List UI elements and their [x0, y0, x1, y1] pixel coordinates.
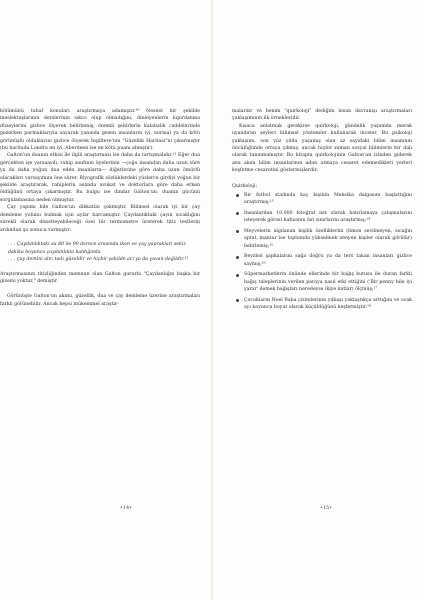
list-item-text: Çocukların Noel Baba çizimlerinin yılbaşı yaklaştıkça arttığını ve ocak ayı boyunca boyut olarak küçüldüğünü keşfetmiştir.¹⁸: [244, 297, 412, 311]
page-number-right: •15•: [319, 505, 333, 511]
list-item: [232, 253, 412, 268]
bullet-icon: [236, 256, 239, 259]
right-page-text: [232, 108, 412, 175]
quote-line: . . . Çaydanlıktaki su 80 ile 90 derece arasında iken ve çay yaprakları sekiz dakika boyunca çaydanlıkta kaldığında: [8, 242, 186, 255]
bullet-icon: [236, 299, 239, 302]
page-number-left: •14•: [119, 505, 133, 511]
block-quote: [8, 241, 200, 263]
list-label: Quirkoloji;: [232, 183, 258, 189]
paragraph: Çay yapımı bile Galton'un dikkatini çekmiştir. Bilimsel olarak iyi bir çay demleme yolunu bulmak için aylar harcamıştır. Çaydanlıktaki çayın sıcaklığını sürekli olarak denetleyebileceği özel bir termometre üreterek titiz testlerin ardından şu sonuca varmıştır:: [0, 205, 200, 233]
left-page-text: [0, 108, 200, 234]
paragraph: Galton'un duanın etkisi ile ilgili araştırması ise daha da tartışmalıdır.¹¹ Eğer dua gerçekten işe yarasaydı, rahip sınıfının üyelerinin —çoğu insandan daha uzun süre ya da daha yoğun dua eden insanların— diğerlerine göre daha uzun ömürlü olacakları varsayımını öne sürer. Biyografik sözlüklerdeki yüzlerce girdiyi yoğun bir şekilde araştırarak, rahiplerin aslında avukat ve doktorlara göre daha erken öldüğünü ortaya çıkarmıştır. Bu bulgu ise dindar Galton'un, duanın gücünü sorgulamasına neden olmuştur.: [0, 153, 200, 203]
paragraph: Kısaca anlatmak gerekirse quirkoloji, gündelik yaşamda merak uyandıran şeyleri bilimsel yöntemler kullanarak inceler. Bu psikoloji yaklaşımı, son yüz yılda yaşamış olan az sayıdaki bilim insanının öncülüğünde ortaya çıkmış, ancak hiçbir zaman sosyal bilimlerin bir dalı olarak tanınmamıştır. Bu kitapta quirkolojinin Galton'un izinden giderek ana akım bilim insanlarının adım atmaya cesaret edemedikleri yerleri keşfetme cesaretini göstermişlerdir.: [232, 123, 412, 174]
bullet-icon: [236, 194, 239, 197]
bullet-icon: [236, 274, 239, 277]
list-item: [232, 228, 412, 250]
bullet-icon: [236, 212, 239, 215]
right-page: [232, 108, 412, 315]
left-page: [0, 108, 200, 308]
quote-line: . . . çay demini alır, tadı güzeldir ve hiçbir şekilde acı ya da yavan değildir.¹²: [8, 257, 189, 263]
paragraph: Araştırmasının titizliğinden memnun olan Galton gururla "Çaydanlığın başka bir gizemi yoktur," demiştir.: [0, 271, 200, 285]
paragraph: bölümünü tuhaf konuları araştırmaya adamıştır.¹⁰ Nesnel bir şekilde meslektaşlarının derslerinin sıkıcı olup olmadığını, dinleyenlerin kıpırdanma düzeylerini gizlice ölçerek belirlemiş; önemli şehirlerin kalabalık caddelerinde gezerken parmaklarıyla sayarak yanında gezen insanların iyi, normal ya da kötü görünüşlü olduklarını gizlice ölçerek İngiltere'nin "Güzellik Haritası"nı çıkarmıştır (bu haritada Londra en iyi, Aberdeen ise en kötü puanı almıştır).: [0, 109, 200, 152]
book-gutter: [211, 0, 213, 600]
list-item-text: İnsanlardan 10.000 fotoğraf net olarak hatırlamaya çalışmalarını isteyerek görsel hafızanın üst sınırlarını araştırmış;¹⁴: [244, 211, 412, 224]
bullet-icon: [236, 230, 239, 233]
paragraph: malardır ve benim "quirkoloji" dediğim insan davranışı araştırmaları yaklaşımının ilk örnekleridir.: [232, 109, 412, 122]
list-item: [232, 297, 412, 312]
list-item-text: Beyzbol şapkalarını sağa doğru ya da ters takan insanları gizlice saymış;¹⁶: [244, 254, 412, 267]
quirkology-list: [232, 192, 412, 312]
list-item-text: Bir futbol stadında kaç kişinin Meksika dalgasını başlattığını araştırmış;¹³: [244, 193, 412, 206]
list-item-text: Süpermarketlerin önünde ellerinde bir bağış kutusu ile duran farklı bağış taleplerinin verilen paraya nasıl etki ettiğini ('Bir penny bile iyi yarar' demek bağışları neredeyse ikiye katlar) ölçmüş;¹⁷: [244, 272, 412, 293]
list-item: [232, 271, 412, 293]
list-item: [232, 210, 412, 225]
list-item-text: Meyvelerin algılanan kişilik özelliklerini (limon sevilmeyen, sıcağın aptal, mantar ise toplumda yükselmek isteyen kişiler olarak görülür) belirlemiş;¹⁵: [244, 229, 412, 249]
paragraph: Görünüşte Galton'un akımı, güzellik, dua ve çay demleme üzerine araştırmaları farklı görünebilir. Ancak hepsi mükemmel araştır-: [0, 294, 200, 307]
left-page-text-continued: [0, 271, 200, 308]
list-item: [232, 192, 412, 207]
